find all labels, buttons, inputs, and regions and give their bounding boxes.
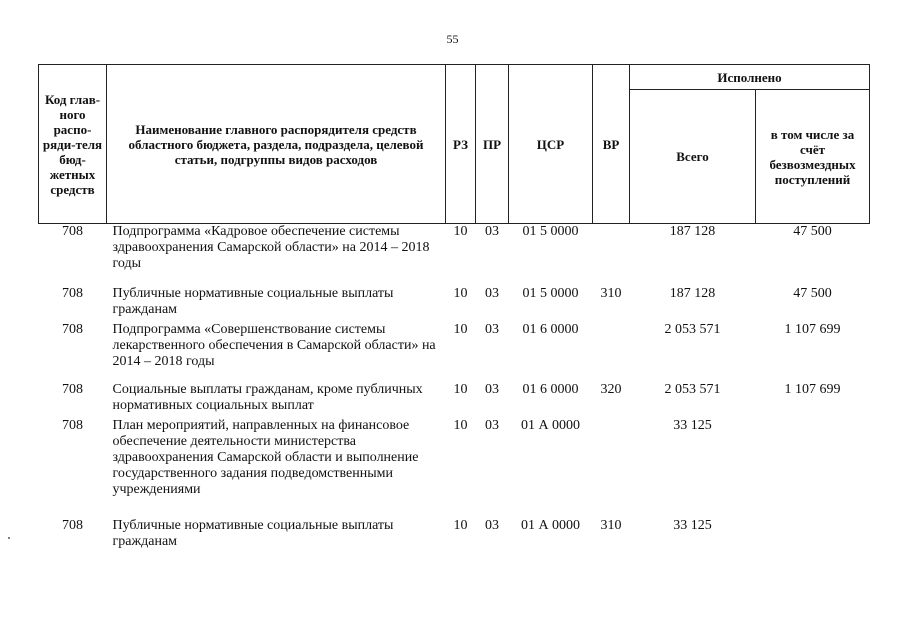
cell-code: 708 [62,322,83,337]
cell-code: 708 [62,518,83,533]
cell-rz: 10 [453,286,468,301]
cell-csr: 01 5 0000 [522,224,579,239]
cell-free: 1 107 699 [784,322,841,337]
budget-execution-table [38,64,870,558]
table-body [39,224,870,559]
scan-artifact [8,537,10,539]
table-row [39,418,870,518]
cell-csr: 01 А 0000 [520,518,581,533]
cell-vr [593,418,630,518]
cell-csr: 01 5 0000 [522,286,579,301]
cell-free [756,518,870,558]
cell-code: 708 [62,382,83,397]
cell-code: 708 [62,418,83,433]
cell-name: Подпрограмма «Кадровое обеспечение системы здравоохранения Самарской области» на 2014 – 2018 годы [112,224,430,271]
header-free: в том числе за счёт безвозмездных поступлений [756,90,870,224]
cell-pr: 03 [485,286,499,301]
cell-free: 47 500 [793,224,832,239]
cell-total: 187 128 [669,286,716,301]
cell-total: 33 125 [673,518,712,533]
cell-name: Подпрограмма «Совершенствование системы лекарственного обеспечения в Самарской области» на 2014 – 2018 годы [112,322,436,369]
cell-name: Публичные нормативные социальные выплаты гражданам [112,286,394,317]
table-row [39,322,870,382]
cell-csr: 01 А 0000 [520,418,581,433]
cell-vr: 320 [600,382,622,397]
cell-free: 1 107 699 [784,382,841,397]
header-csr: ЦСР [509,65,593,224]
cell-name: Публичные нормативные социальные выплаты гражданам [112,518,394,549]
cell-vr: 310 [600,518,622,533]
cell-code: 708 [62,224,83,239]
cell-pr: 03 [485,418,499,433]
cell-free: 47 500 [793,286,832,301]
cell-rz: 10 [453,418,468,433]
cell-name: План мероприятий, направленных на финансовое обеспечение деятельности министерства здравоохранения Самарской области и выполнение государственного задания подведомственными учреждениями [112,418,419,497]
header-code: Код глав-ного распо-ряди-теля бюд-жетных средств [39,65,107,224]
cell-pr: 03 [485,382,499,397]
header-pr: ПР [476,65,509,224]
cell-total: 33 125 [673,418,712,433]
cell-csr: 01 6 0000 [522,382,579,397]
table-row [39,286,870,322]
cell-pr: 03 [485,224,499,239]
header-executed: Исполнено [630,65,870,90]
page-number: 55 [446,32,459,46]
cell-rz: 10 [453,322,468,337]
cell-pr: 03 [485,322,499,337]
cell-total: 187 128 [669,224,716,239]
table-row [39,518,870,558]
header-vr: ВР [593,65,630,224]
cell-csr: 01 6 0000 [522,322,579,337]
cell-total: 2 053 571 [664,322,721,337]
cell-vr [593,322,630,382]
cell-vr [593,224,630,287]
header-name: Наименование главного распорядителя средств областного бюджета, раздела, подраздела, целевой статьи, подгруппы видов расходов [107,65,446,224]
cell-rz: 10 [453,382,468,397]
cell-rz: 10 [453,224,468,239]
cell-total: 2 053 571 [664,382,721,397]
cell-rz: 10 [453,518,468,533]
header-rz: РЗ [446,65,476,224]
table-row [39,224,870,287]
table-row [39,382,870,418]
table-header [39,65,870,224]
cell-name: Социальные выплаты гражданам, кроме публичных нормативных социальных выплат [112,382,423,413]
cell-free [756,418,870,518]
cell-pr: 03 [485,518,499,533]
cell-code: 708 [62,286,83,301]
header-total: Всего [630,90,756,224]
cell-vr: 310 [600,286,622,301]
